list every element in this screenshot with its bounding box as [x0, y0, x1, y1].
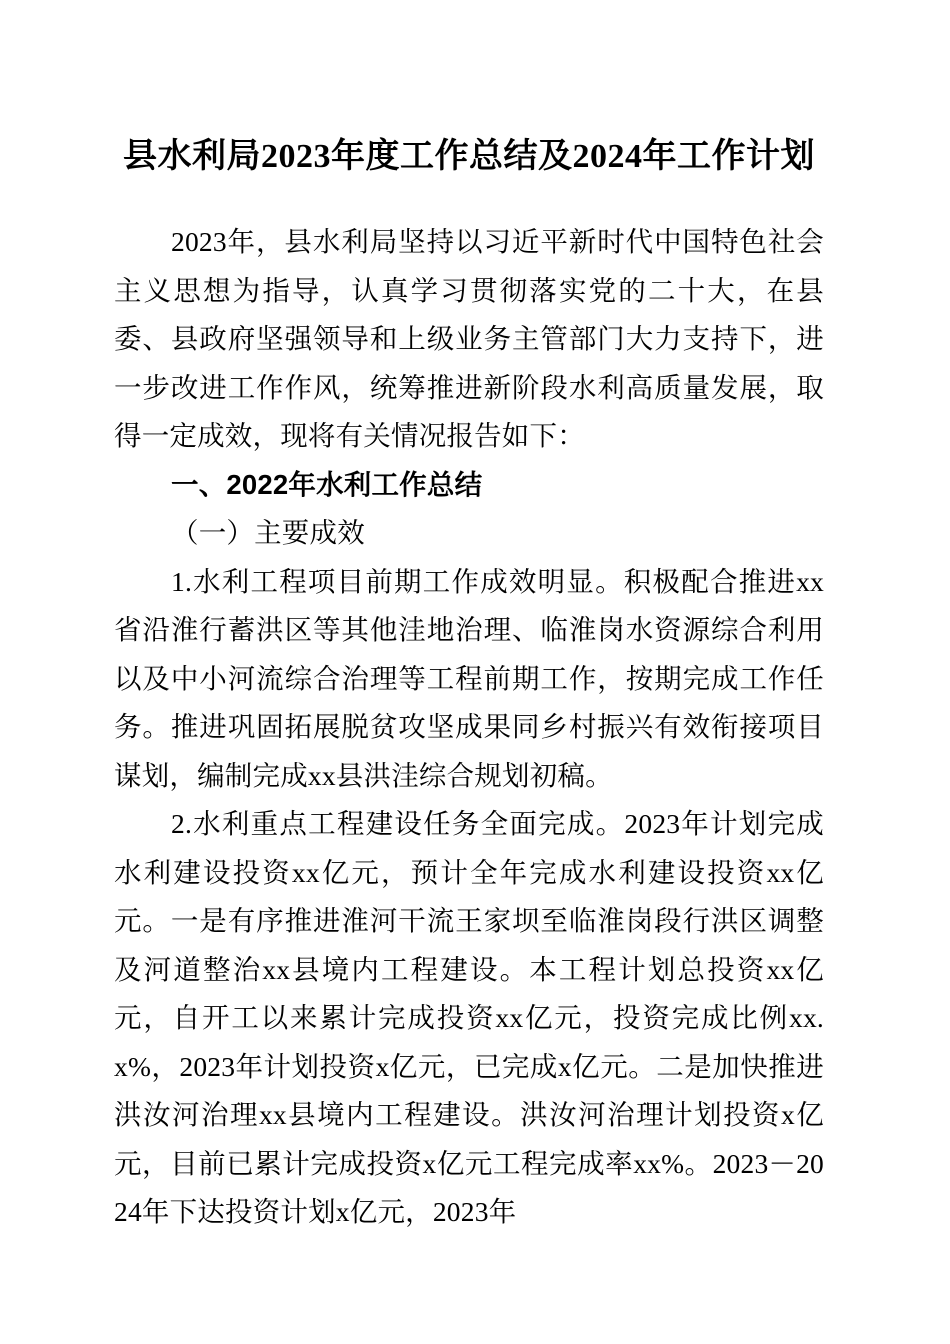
- subsection-heading-1-1: （一）主要成效: [171, 517, 365, 548]
- title-body-spacer: [114, 182, 824, 218]
- document-body: [114, 0, 824, 1237]
- list-item-2: 2.水利重点工程建设任务全面完成。2023年计划完成水利建设投资xx亿元，预计全年完成水利建设投资xx亿元。一是有序推进淮河干流王家坝至临淮岗段行洪区调整及河道整治xx县境内工程建设。本工程计划总投资xx亿元，自开工以来累计完成投资xx亿元，投资完成比例xx.x%，2023年计划投资x亿元，已完成x亿元。二是加快推进洪汝河治理xx县境内工程建设。洪汝河治理计划投资x亿元，目前已累计完成投资x亿元工程完成率xx%。2023－2024年下达投资计划x亿元，2023年: [114, 808, 824, 1227]
- intro-paragraph: 2023年，县水利局坚持以习近平新时代中国特色社会主义思想为指导，认真学习贯彻落实党的二十大，在县委、县政府坚强领导和上级业务主管部门大力支持下，进一步改进工作作风，统筹推进新阶段水利高质量发展，取得一定成效，现将有关情况报告如下：: [114, 226, 824, 451]
- list-item-1: 1.水利工程项目前期工作成效明显。积极配合推进xx省沿淮行蓄洪区等其他洼地治理、临淮岗水资源综合利用以及中小河流综合治理等工程前期工作，按期完成工作任务。推进巩固拓展脱贫攻坚成果同乡村振兴有效衔接项目谋划，编制完成xx县洪洼综合规划初稿。: [114, 565, 824, 791]
- page-title: 县水利局2023年度工作总结及2024年工作计划: [123, 138, 815, 175]
- section-heading-1: 一、2022年水利工作总结: [171, 468, 483, 500]
